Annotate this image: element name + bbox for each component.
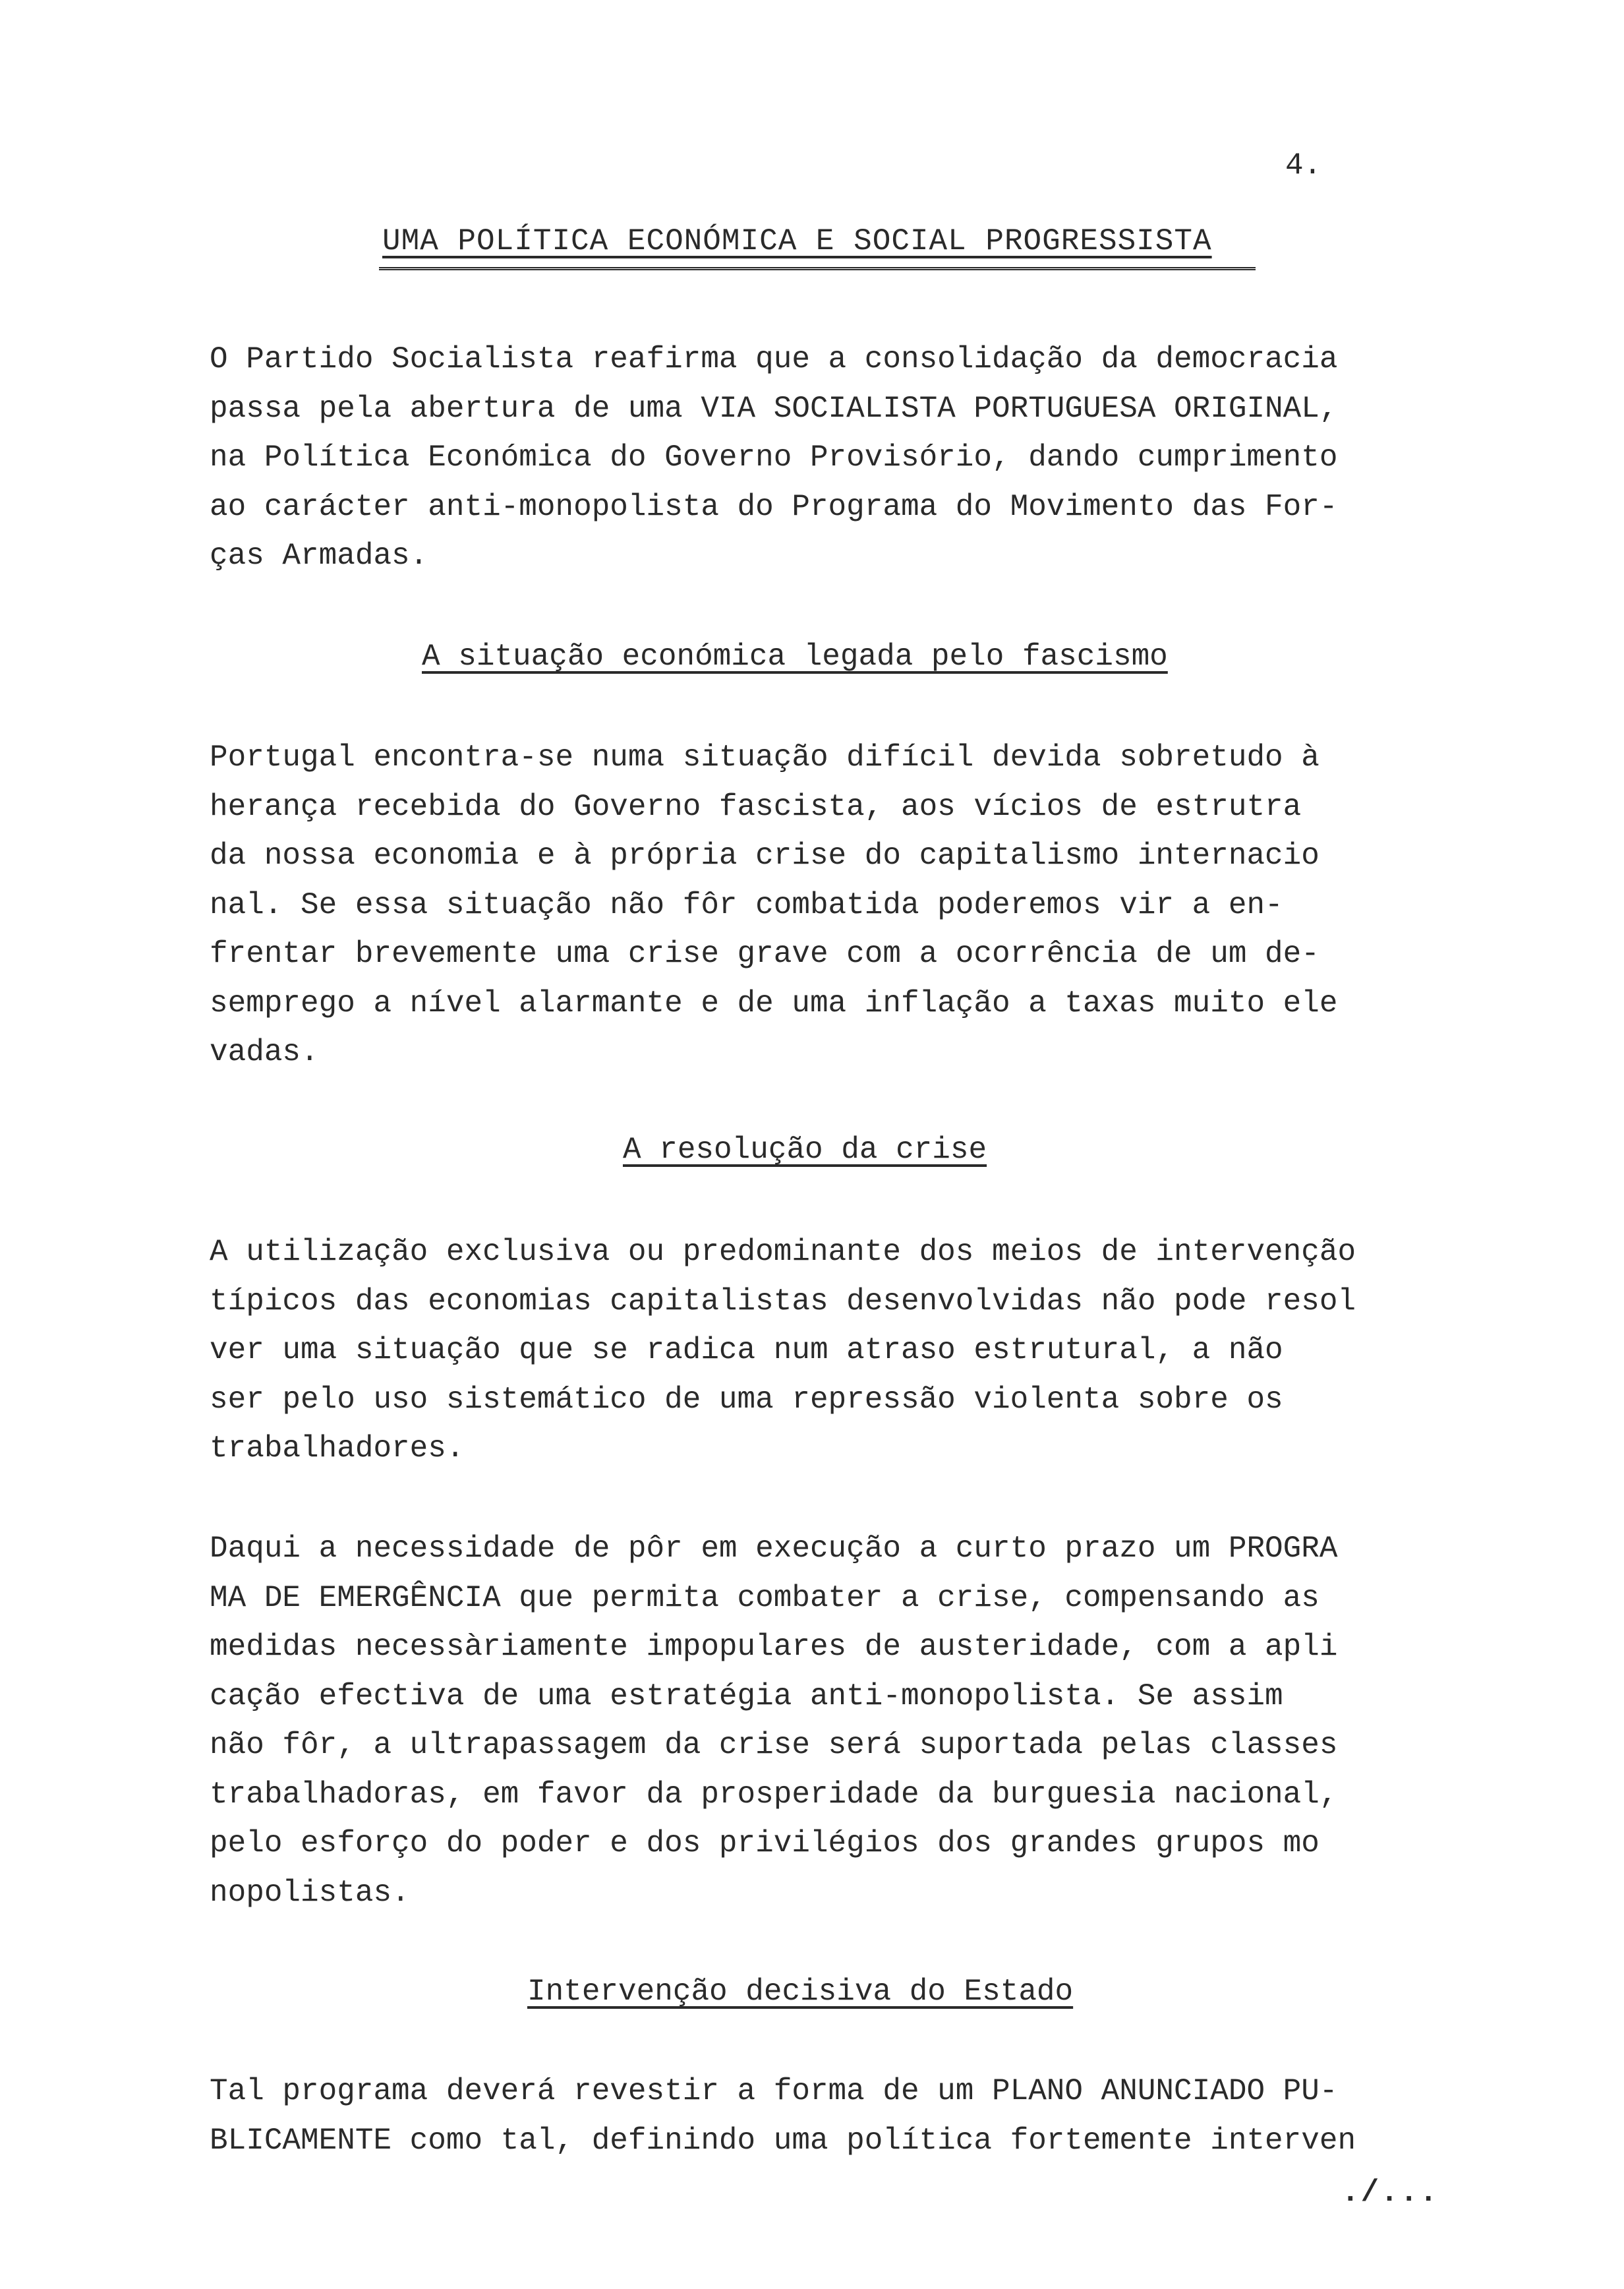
- text-line: pelo esforço do poder e dos privilégios dos grandes grupos mo: [210, 1826, 1320, 1860]
- section-paragraph: [210, 2067, 1462, 2165]
- text-line: ças Armadas.: [210, 539, 428, 573]
- text-line: MA DE EMERGÊNCIA que permita combater a crise, compensando as: [210, 1580, 1320, 1615]
- text-line: nopolistas.: [210, 1875, 410, 1910]
- text-line: medidas necessàriamente impopulares de austeridade, com a apli: [210, 1630, 1338, 1664]
- section-paragraph: [210, 733, 1462, 1077]
- section-heading-intervencao: Intervenção decisiva do Estado: [527, 1975, 1074, 2009]
- text-line: não fôr, a ultrapassagem da crise será suportada pelas classes: [210, 1728, 1338, 1762]
- section-paragraph: [210, 1228, 1462, 1473]
- text-line: cação efectiva de uma estratégia anti-monopolista. Se assim: [210, 1679, 1283, 1713]
- intro-paragraph: [210, 335, 1462, 581]
- section-heading-situacao: A situação económica legada pelo fascismo: [422, 639, 1168, 674]
- text-line: ao carácter anti-monopolista do Programa do Movimento das For-: [210, 489, 1338, 524]
- text-line: frentar brevemente uma crise grave com a ocorrência de um de-: [210, 937, 1320, 971]
- text-line: passa pela abertura de uma VIA SOCIALISTA PORTUGUESA ORIGINAL,: [210, 391, 1338, 426]
- text-line: Portugal encontra-se numa situação difícil devida sobretudo à: [210, 740, 1320, 775]
- page-title: UMA POLÍTICA ECONÓMICA E SOCIAL PROGRESSISTA: [382, 224, 1212, 258]
- continuation-mark: ./...: [1341, 2176, 1439, 2210]
- text-line: nal. Se essa situação não fôr combatida poderemos vir a en-: [210, 887, 1283, 922]
- text-line: A utilização exclusiva ou predominante dos meios de intervenção: [210, 1235, 1356, 1269]
- page-number: 4.: [1285, 148, 1322, 183]
- text-line: semprego a nível alarmante e de uma inflação a taxas muito ele: [210, 986, 1338, 1021]
- section-heading-resolucao: A resolução da crise: [623, 1133, 987, 1167]
- text-line: na Política Económica do Governo Provisório, dando cumprimento: [210, 440, 1338, 475]
- text-line: da nossa economia e à própria crise do capitalismo internacio: [210, 839, 1320, 873]
- title-double-underline: [379, 267, 1256, 270]
- text-line: herança recebida do Governo fascista, aos vícios de estrutra: [210, 789, 1302, 824]
- text-line: ser pelo uso sistemático de uma repressão violenta sobre os: [210, 1382, 1283, 1417]
- text-line: típicos das economias capitalistas desenvolvidas não pode resol: [210, 1284, 1356, 1319]
- text-line: Tal programa deverá revestir a forma de um PLANO ANUNCIADO PU-: [210, 2074, 1338, 2108]
- text-line: BLICAMENTE como tal, definindo uma política fortemente interven: [210, 2123, 1356, 2158]
- text-line: ver uma situação que se radica num atraso estrutural, a não: [210, 1333, 1283, 1367]
- section-paragraph: [210, 1524, 1462, 1917]
- text-line: trabalhadoras, em favor da prosperidade da burguesia nacional,: [210, 1777, 1338, 1812]
- text-line: vadas.: [210, 1035, 319, 1069]
- text-line: Daqui a necessidade de pôr em execução a curto prazo um PROGRA: [210, 1531, 1338, 1566]
- text-line: O Partido Socialista reafirma que a consolidação da democracia: [210, 342, 1338, 376]
- text-line: trabalhadores.: [210, 1431, 465, 1466]
